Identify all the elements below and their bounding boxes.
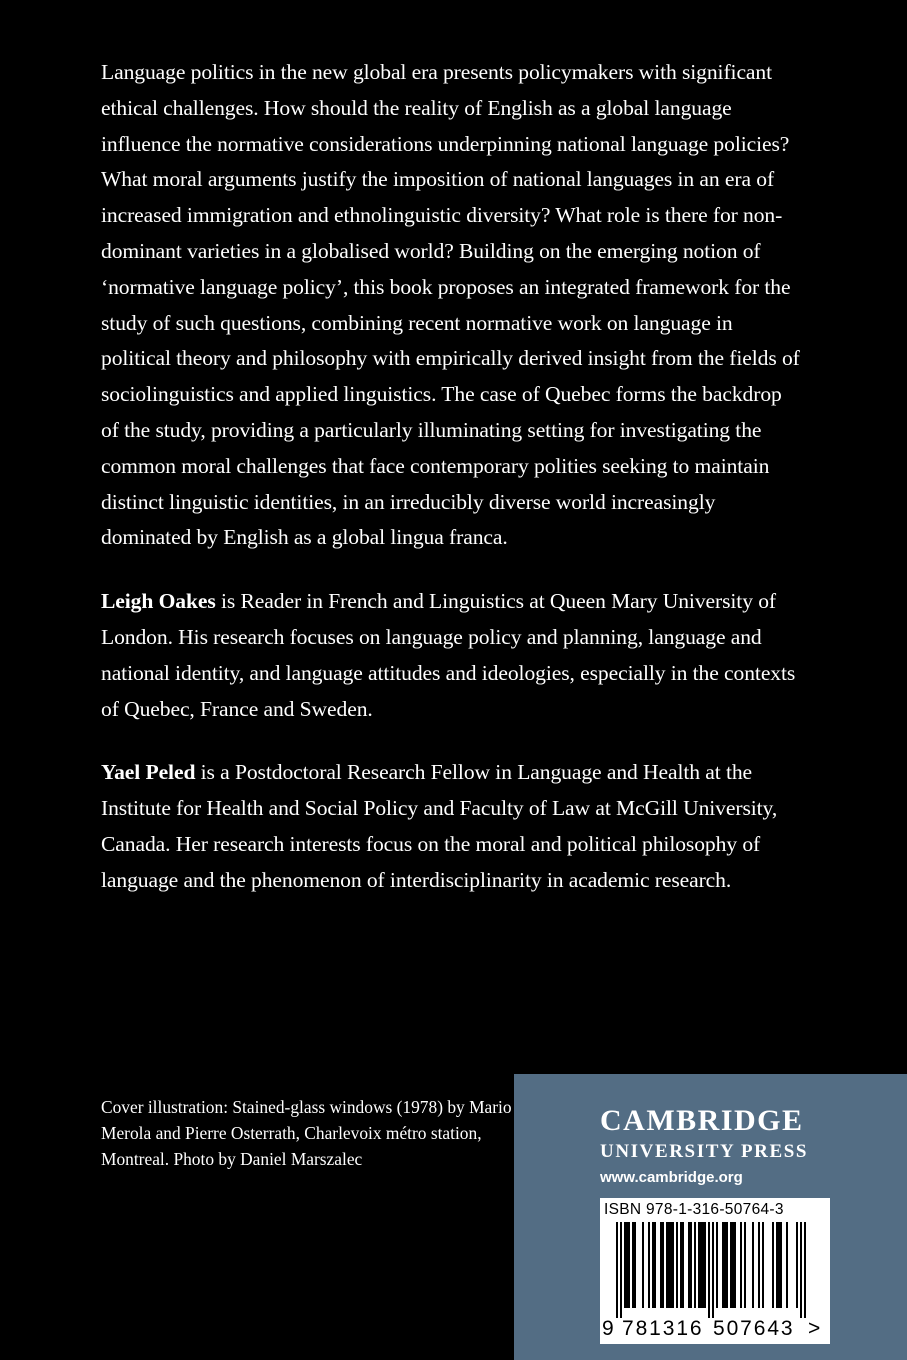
barcode-bar xyxy=(688,1222,690,1308)
barcode-bar xyxy=(722,1222,724,1308)
barcode-digit-first: 9 xyxy=(602,1317,614,1340)
barcode-bar xyxy=(762,1222,764,1308)
barcode-bar xyxy=(732,1222,734,1308)
barcode-bar xyxy=(626,1222,628,1308)
barcode-bar xyxy=(672,1222,674,1308)
barcode-bar xyxy=(724,1222,726,1308)
barcode-bar xyxy=(694,1222,696,1308)
barcode-digit-group-1: 781316 xyxy=(622,1317,704,1340)
book-description: Language politics in the new global era presents policymakers with significant ethical challenges. How should the reality of English as a global language influence the normative considerations underpinning national language policies? What moral arguments justify the imposition of national languages in an era of increased immigration and ethnolinguistic diversity? What role is there for non-dominant varieties in a globalised world? Building on the emerging notion of ‘normative language policy’, this book proposes an integrated framework for the study of such questions, combining recent normative work on language in political theory and philosophy with empirically derived insight from the fields of sociolinguistics and applied linguistics. The case of Quebec forms the backdrop of the study, providing a particularly illuminating setting for investigating the common moral challenges that face contemporary polities seeking to maintain distinct linguistic identities, in an irreducibly diverse world increasingly dominated by English as a global lingua franca. xyxy=(101,60,800,550)
barcode-bar xyxy=(772,1222,774,1308)
barcode-bar xyxy=(698,1222,700,1308)
barcode-bar xyxy=(786,1222,788,1308)
author-bio-oakes xyxy=(101,584,801,727)
publisher-box xyxy=(514,1074,907,1360)
barcode-guard-bar xyxy=(712,1222,714,1318)
barcode-bar xyxy=(648,1222,650,1308)
isbn-barcode xyxy=(600,1198,830,1344)
barcode-bar xyxy=(666,1222,668,1308)
barcode-bars xyxy=(600,1222,830,1318)
publisher-subtitle: UNIVERSITY PRESS xyxy=(600,1141,809,1162)
barcode-guard-bar xyxy=(620,1222,622,1318)
publisher-url: www.cambridge.org xyxy=(600,1169,743,1186)
barcode-guard-bar xyxy=(616,1222,618,1318)
barcode-bar xyxy=(752,1222,754,1308)
barcode-bar xyxy=(716,1222,718,1308)
barcode-bar xyxy=(702,1222,704,1308)
barcode-bar xyxy=(662,1222,664,1308)
author-name-peled: Yael Peled xyxy=(101,760,196,785)
barcode-bar xyxy=(632,1222,634,1308)
barcode-bar xyxy=(726,1222,728,1308)
barcode-digit-group-2: 507643 xyxy=(713,1317,795,1340)
barcode-bar xyxy=(780,1222,782,1308)
barcode-bar xyxy=(758,1222,760,1308)
author-bio-text-oakes: is Reader in French and Linguistics at Queen Mary University of London. His research focuses on language policy and planning, language and national identity, and language attitudes and ideologies, especially in the contexts of Quebec, France and Sweden. xyxy=(101,589,796,721)
barcode-guard-bar xyxy=(800,1222,802,1318)
author-name-oakes: Leigh Oakes xyxy=(101,589,216,614)
barcode-bar xyxy=(778,1222,780,1308)
barcode-bar xyxy=(680,1222,682,1308)
barcode-guard-bar xyxy=(708,1222,710,1318)
author-bio-text-peled: is a Postdoctoral Research Fellow in Language and Health at the Institute for Health and Social Policy and Faculty of Law at McGill University, Canada. Her research interests focus on the moral and political philosophy of language and the phenomenon of interdisciplinarity in academic research. xyxy=(101,760,778,892)
barcode-bar xyxy=(660,1222,662,1308)
barcode-bar xyxy=(652,1222,654,1308)
author-bio-peled xyxy=(101,755,801,898)
cover-illustration-credit: Cover illustration: Stained-glass windows (1978) by Mario Merola and Pierre Osterrath, Charlevoix métro station, Montreal. Photo by Daniel Marszalec xyxy=(101,1097,512,1170)
barcode-bar xyxy=(682,1222,684,1308)
barcode-bar xyxy=(670,1222,672,1308)
barcode-bar xyxy=(730,1222,732,1308)
barcode-bar xyxy=(642,1222,644,1308)
barcode-bar xyxy=(796,1222,798,1308)
barcode-quiet-zone-mark: > xyxy=(808,1317,821,1340)
barcode-bar xyxy=(668,1222,670,1308)
publisher-name: CAMBRIDGE xyxy=(600,1104,804,1137)
barcode-digits xyxy=(600,1316,830,1342)
barcode-bar xyxy=(628,1222,630,1308)
barcode-bar xyxy=(776,1222,778,1308)
barcode-bar xyxy=(624,1222,626,1308)
barcode-guard-bar xyxy=(804,1222,806,1318)
barcode-bar xyxy=(654,1222,656,1308)
barcode-bar xyxy=(734,1222,736,1308)
barcode-bar xyxy=(634,1222,636,1308)
barcode-bar xyxy=(676,1222,678,1308)
back-cover-text xyxy=(101,55,801,899)
isbn-label: ISBN 978-1-316-50764-3 xyxy=(604,1201,784,1218)
barcode-bar xyxy=(740,1222,742,1308)
barcode-bar xyxy=(700,1222,702,1308)
barcode-bar xyxy=(744,1222,746,1308)
barcode-bar xyxy=(690,1222,692,1308)
barcode-bar xyxy=(704,1222,706,1308)
